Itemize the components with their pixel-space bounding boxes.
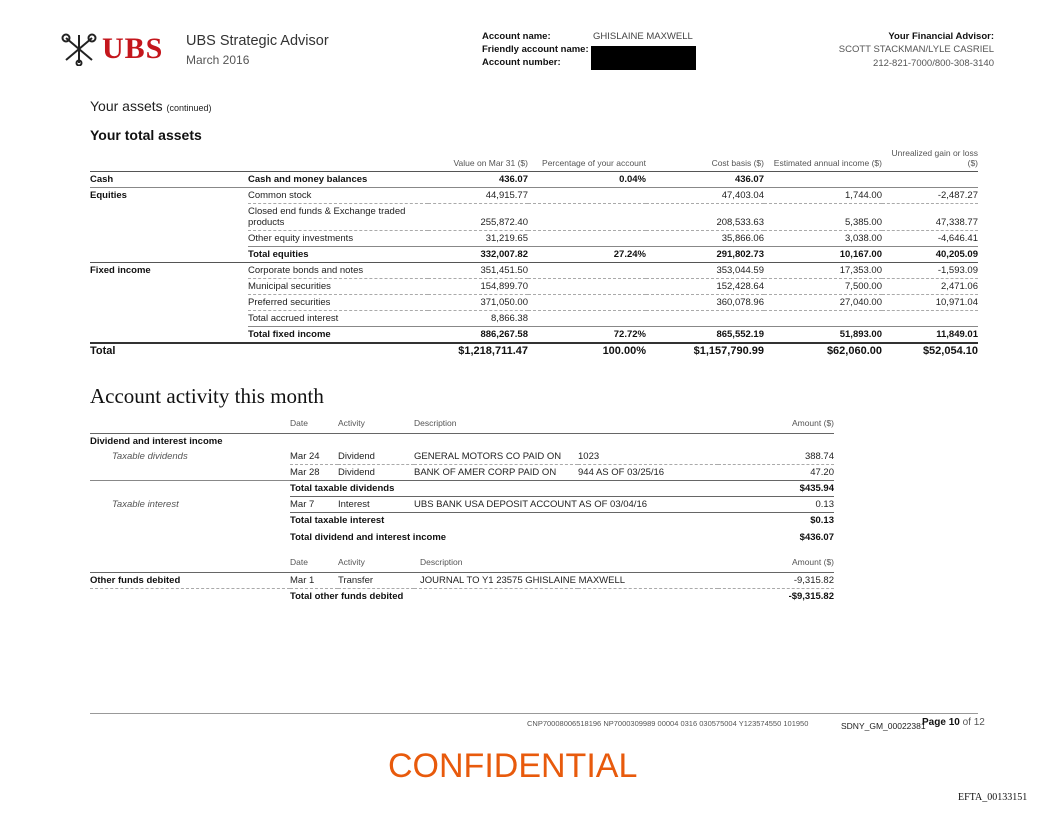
total-equities-row (90, 247, 978, 263)
row-cost: 47,403.04 (646, 188, 764, 204)
row-value: 371,050.00 (428, 295, 528, 311)
row-income: 5,385.00 (764, 204, 882, 231)
row-label: Other equity investments (248, 231, 428, 247)
total-cost: 291,802.73 (716, 249, 764, 260)
row-income: 1,744.00 (764, 188, 882, 204)
grand-total-income: $62,060.00 (764, 343, 882, 359)
dividend-section-label: Dividend and interest income (90, 434, 290, 450)
cash-pct: 0.04% (528, 172, 646, 188)
row-value: 31,219.65 (428, 231, 528, 247)
row-amount: 0.13 (718, 497, 834, 513)
account-name-label: Account name: (482, 31, 551, 42)
grand-total-row (90, 343, 978, 359)
row-income: 7,500.00 (764, 279, 882, 295)
footer-divider (90, 713, 978, 714)
row-activity: Dividend (338, 449, 414, 465)
friendly-name-label: Friendly account name: (482, 44, 589, 55)
section-title (90, 98, 212, 114)
row-label: Preferred securities (248, 295, 428, 311)
table-row (90, 279, 978, 295)
row-income: 3,038.00 (764, 231, 882, 247)
row-label: Common stock (248, 188, 428, 204)
confidential-stamp: CONFIDENTIAL (388, 747, 638, 785)
advisor-names: SCOTT STACKMAN/LYLE CASRIEL (838, 44, 994, 55)
total-label: Total equities (248, 249, 309, 260)
col-activity: Activity (338, 418, 365, 428)
table-row (90, 204, 978, 231)
row-activity: Interest (338, 497, 414, 513)
col-amount: Amount ($) (791, 418, 834, 428)
row-description: GENERAL MOTORS CO PAID ON (414, 449, 578, 465)
efta-number: EFTA_00133151 (958, 792, 1028, 803)
total-dividends-value: $435.94 (718, 481, 834, 497)
table-row (90, 528, 834, 545)
section-continued: (continued) (166, 103, 212, 113)
table-row (90, 589, 834, 605)
row-label: Total accrued interest (248, 311, 428, 327)
table-row (90, 497, 834, 513)
row-date: Mar 7 (290, 497, 338, 513)
row-gain: -4,646.41 (882, 231, 978, 247)
row-value: 44,915.77 (428, 188, 528, 204)
statement-date: March 2016 (186, 53, 250, 67)
bates-number: SDNY_GM_00022381 (841, 721, 926, 731)
logo-text: UBS (102, 32, 164, 65)
total-gain: 40,205.09 (935, 249, 978, 260)
advisor-phone: 212-821-7000/800-308-3140 (873, 58, 994, 69)
product-title: UBS Strategic Advisor (186, 33, 329, 49)
total-interest-value: $0.13 (718, 513, 834, 529)
row-amount: 47.20 (718, 465, 834, 481)
row-date: Mar 1 (290, 573, 338, 589)
page-number: 10 (948, 717, 960, 728)
cash-cost: 436.07 (646, 172, 764, 188)
row-cost: 208,533.63 (646, 204, 764, 231)
category-fixed-income: Fixed income (90, 263, 248, 279)
row-description: JOURNAL TO Y1 23575 GHISLAINE MAXWELL (414, 573, 718, 589)
col-description: Description (414, 418, 457, 428)
activity-header-row (90, 416, 834, 434)
taxable-dividends-label: Taxable dividends (112, 451, 188, 463)
row-label: Municipal securities (248, 279, 428, 295)
col-amount: Amount ($) (791, 557, 834, 567)
redaction-box (591, 46, 696, 70)
account-number-label: Account number: (482, 57, 561, 68)
activity-table (90, 416, 834, 604)
total-other-value: -$9,315.82 (788, 591, 834, 602)
row-description-2: 1023 (578, 449, 718, 465)
footer-code: CNP70008006518196 NP7000309989 00004 0316 030575004 Y123574550 101950 (527, 719, 809, 728)
total-div-int-label: Total dividend and interest income (290, 532, 447, 543)
advisor-label: Your Financial Advisor: (888, 31, 994, 42)
cash-value: 436.07 (428, 172, 528, 188)
col-income: Estimated annual income ($) (773, 158, 882, 168)
row-gain: 47,338.77 (882, 204, 978, 231)
assets-header-row (90, 148, 978, 172)
row-cost: 353,044.59 (646, 263, 764, 279)
row-cost (646, 311, 764, 327)
row-label: Corporate bonds and notes (248, 263, 428, 279)
table-row (90, 434, 834, 450)
cash-gain (882, 172, 978, 188)
assets-table (90, 148, 978, 359)
col-percentage: Percentage of your account (542, 158, 646, 168)
grand-total-value: $1,218,711.47 (428, 343, 528, 359)
row-amount: 388.74 (718, 449, 834, 465)
row-value: 255,872.40 (428, 204, 528, 231)
total-income: 51,893.00 (839, 329, 882, 340)
total-value: 332,007.82 (480, 249, 528, 260)
row-gain (882, 311, 978, 327)
table-row (90, 263, 978, 279)
col-date: Date (290, 418, 308, 428)
total-div-int-value: $436.07 (799, 532, 834, 543)
table-row (90, 449, 834, 465)
row-date: Mar 24 (290, 449, 338, 465)
grand-total-label: Total (90, 343, 248, 359)
row-cost: 152,428.64 (646, 279, 764, 295)
table-row (90, 513, 834, 529)
row-label: Closed end funds & Exchange traded products (248, 204, 428, 231)
activity-header-row-2 (90, 545, 834, 573)
category-cash: Cash (90, 172, 248, 188)
row-date: Mar 28 (290, 465, 338, 481)
col-gain: Unrealized gain or loss ($) (891, 148, 978, 168)
col-date: Date (290, 557, 308, 567)
table-row (90, 172, 978, 188)
page-label: Page (922, 717, 946, 728)
total-pct: 72.72% (613, 329, 646, 340)
row-amount: -9,315.82 (718, 573, 834, 589)
total-interest-label: Total taxable interest (290, 513, 718, 529)
table-row (90, 465, 834, 481)
total-cost: 865,552.19 (716, 329, 764, 340)
row-gain: 2,471.06 (882, 279, 978, 295)
table-row (90, 231, 978, 247)
row-description: UBS BANK USA DEPOSIT ACCOUNT AS OF 03/04/16 (414, 497, 718, 513)
row-description-2: 944 AS OF 03/25/16 (578, 465, 718, 481)
total-label: Total fixed income (248, 329, 331, 340)
section-title-text: Your assets (90, 98, 163, 114)
row-gain: 10,971.04 (882, 295, 978, 311)
table-row (90, 295, 978, 311)
grand-total-cost: $1,157,790.99 (646, 343, 764, 359)
row-value: 351,451.50 (428, 263, 528, 279)
total-other-label: Total other funds debited (290, 591, 404, 602)
row-gain: -1,593.09 (882, 263, 978, 279)
row-gain: -2,487.27 (882, 188, 978, 204)
table-row (90, 573, 834, 589)
grand-total-pct: 100.00% (528, 343, 646, 359)
page-total: of 12 (962, 717, 985, 728)
total-dividends-label: Total taxable dividends (290, 481, 718, 497)
row-value: 154,899.70 (428, 279, 528, 295)
cash-income (764, 172, 882, 188)
col-cost: Cost basis ($) (711, 158, 764, 168)
col-value: Value on Mar 31 ($) (453, 158, 528, 168)
table-row (90, 481, 834, 497)
col-description: Description (420, 557, 463, 567)
taxable-interest-label: Taxable interest (112, 499, 179, 510)
total-pct: 27.24% (613, 249, 646, 260)
row-income: 17,353.00 (764, 263, 882, 279)
total-income: 10,167.00 (839, 249, 882, 260)
cash-label: Cash and money balances (248, 172, 428, 188)
row-activity: Transfer (338, 573, 414, 589)
page-indicator (922, 717, 985, 728)
row-value: 8,866.38 (428, 311, 528, 327)
activity-title: Account activity this month (90, 384, 324, 408)
row-activity: Dividend (338, 465, 414, 481)
ubs-keys-icon (60, 32, 98, 66)
col-activity: Activity (338, 557, 365, 567)
table-row (90, 188, 978, 204)
row-income (764, 311, 882, 327)
other-funds-label: Other funds debited (90, 573, 290, 589)
grand-total-gain: $52,054.10 (882, 343, 978, 359)
row-cost: 360,078.96 (646, 295, 764, 311)
category-equities: Equities (90, 190, 127, 202)
account-name-value: GHISLAINE MAXWELL (593, 31, 693, 42)
table-row (90, 311, 978, 327)
row-description: BANK OF AMER CORP PAID ON (414, 465, 578, 481)
row-cost: 35,866.06 (646, 231, 764, 247)
total-gain: 11,849.01 (936, 329, 978, 340)
total-fixed-row (90, 327, 978, 344)
total-assets-title: Your total assets (90, 127, 202, 143)
total-value: 886,267.58 (480, 329, 528, 340)
row-income: 27,040.00 (764, 295, 882, 311)
